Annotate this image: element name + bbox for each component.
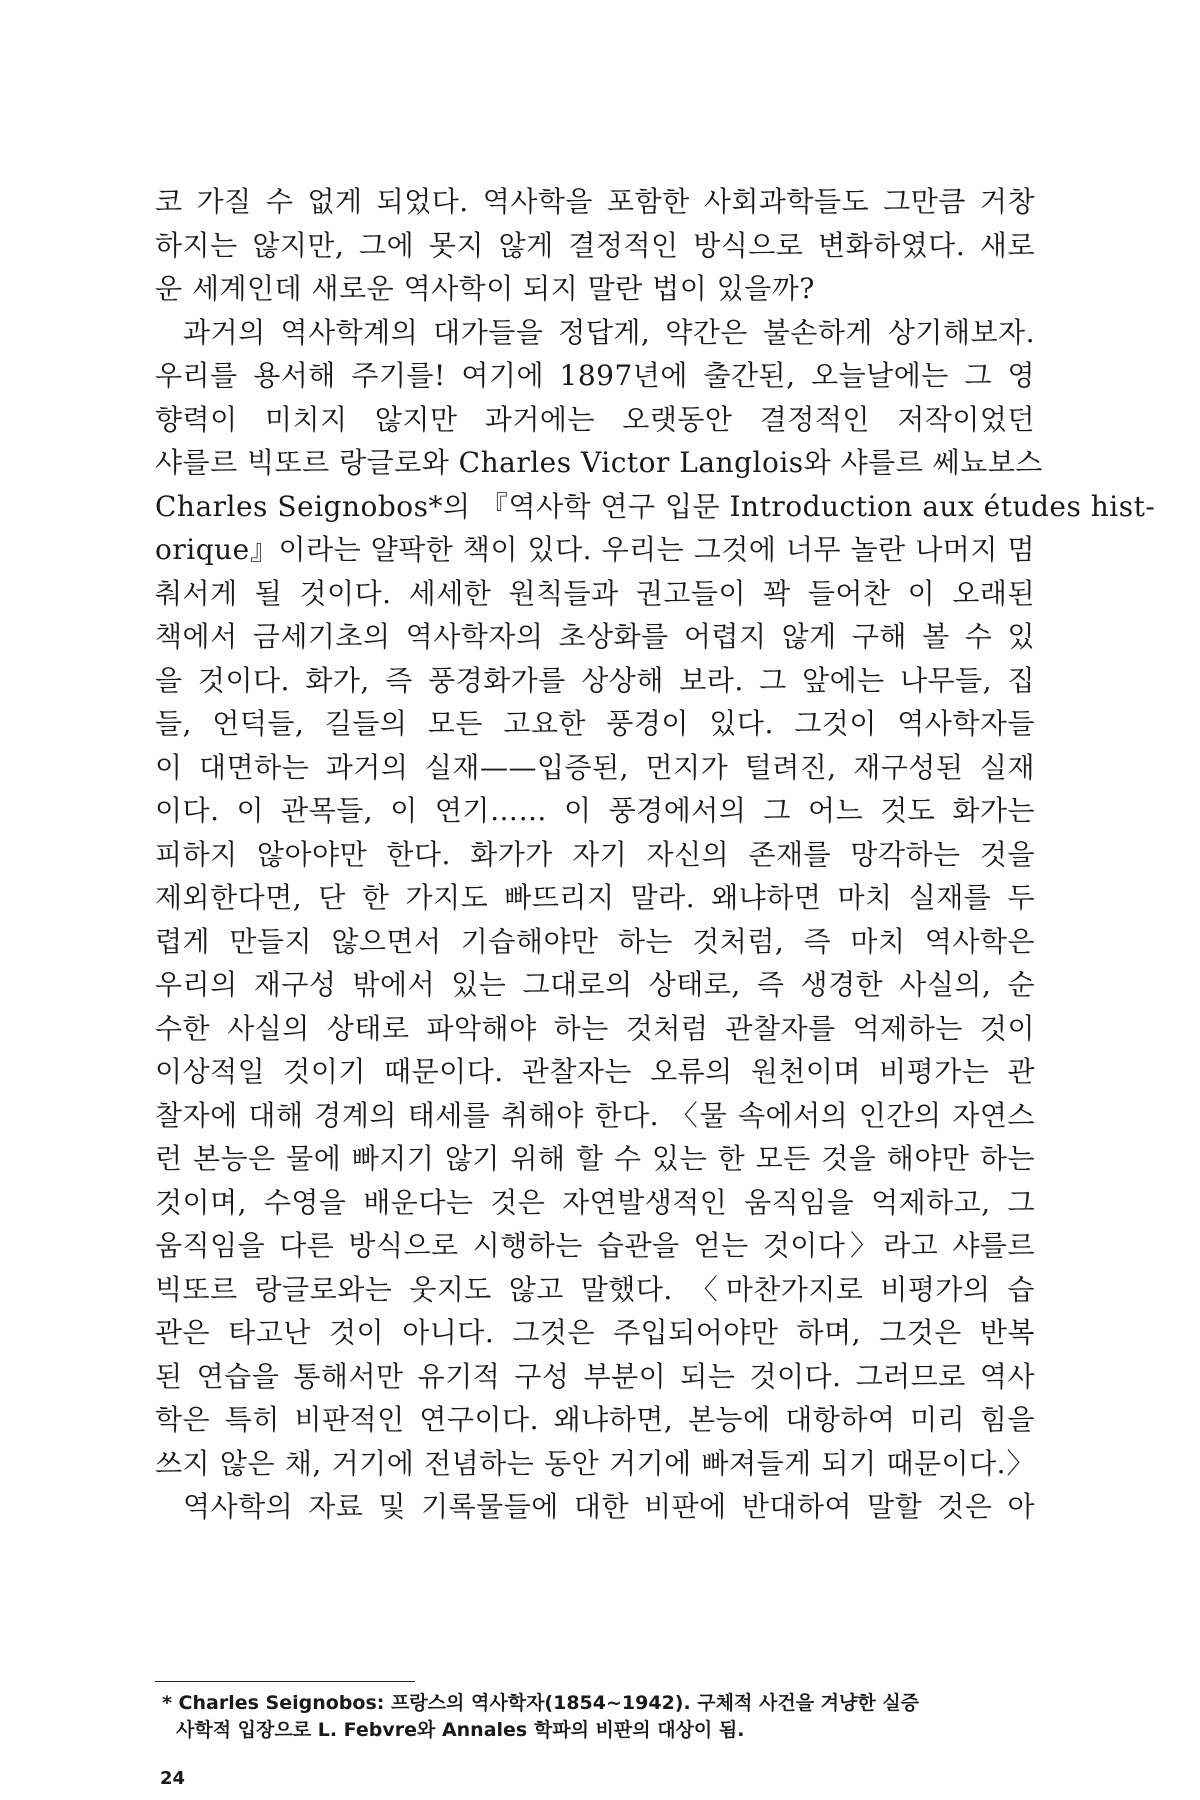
text-line: 피하지 않아야만 한다. 화가가 자기 자신의 존재를 망각하는 것을 — [155, 837, 1035, 871]
text-line: Charles Seignobos*의 『역사학 연구 입문 Introduction aux études hist- — [155, 489, 1156, 523]
text-line: 학은 특히 비판적인 연구이다. 왜냐하면, 본능에 대항하여 미리 힘을 — [155, 1403, 1035, 1436]
text-line: 과거의 역사학계의 대가들을 정답게, 약간은 불손하게 상기해보자. — [183, 315, 1035, 349]
footnote-divider — [155, 1681, 415, 1682]
text-line: 하지는 않지만, 그에 못지 않게 결정적인 방식으로 변화하였다. 새로 — [155, 228, 1035, 262]
text-line: 빅또르 랑글로와는 웃지도 않고 말했다. 〈마찬가지로 비평가의 습 — [155, 1272, 1035, 1306]
page-number: 24 — [160, 1768, 186, 1789]
text-line: 렵게 만들지 않으면서 기습해야만 하는 것처럼, 즉 마치 역사학은 — [155, 924, 1035, 958]
text-line: 런 본능은 물에 빠지기 않기 위해 할 수 있는 한 모든 것을 해야만 하는 — [155, 1142, 1035, 1175]
text-line: 운 세계인데 새로운 역사학이 되지 말란 법이 있을까? — [155, 272, 815, 305]
footnote-line: * Charles Seignobos: 프랑스의 역사학자(1854~1942). 구체적 사건을 겨냥한 실증 — [162, 1692, 920, 1714]
text-line: 움직임을 다른 방식으로 시행하는 습관을 얻는 것이다〉라고 샤를르 — [155, 1229, 1035, 1262]
text-line: 춰서게 될 것이다. 세세한 원칙들과 권고들이 꽉 들어찬 이 오래된 — [155, 576, 1035, 610]
text-line: 향력이 미치지 않지만 과거에는 오랫동안 결정적인 저작이었던 — [155, 402, 1035, 436]
text-line: 우리를 용서해 주기를! 여기에 1897년에 출간된, 오늘날에는 그 영 — [155, 359, 1035, 392]
text-line: 이 대면하는 과거의 실재——입증된, 먼지가 털려진, 재구성된 실재 — [155, 750, 1035, 784]
text-line: 된 연습을 통해서만 유기적 구성 부분이 되는 것이다. 그러므로 역사 — [155, 1359, 1035, 1393]
text-line: 코 가질 수 없게 되었다. 역사학을 포함한 사회과학들도 그만큼 거창 — [155, 185, 1035, 218]
body-text — [155, 180, 1156, 1529]
text-line: 들, 언덕들, 길들의 모든 고요한 풍경이 있다. 그것이 역사학자들 — [155, 707, 1035, 740]
footnote-line: 사학적 입장으로 L. Febvre와 Annales 학파의 비판의 대상이 됨. — [176, 1719, 745, 1741]
text-line: 수한 사실의 상태로 파악해야 하는 것처럼 관찰자를 억제하는 것이 — [155, 1011, 1035, 1045]
text-line: 찰자에 대해 경계의 태세를 취해야 한다. 〈물 속에서의 인간의 자연스 — [155, 1098, 1035, 1132]
text-line: 제외한다면, 단 한 가지도 빠뜨리지 말라. 왜냐하면 마치 실재를 두 — [155, 881, 1035, 914]
text-line: 것이며, 수영을 배운다는 것은 자연발생적인 움직임을 억제하고, 그 — [155, 1185, 1035, 1219]
text-line: 을 것이다. 화가, 즉 풍경화가를 상상해 보라. 그 앞에는 나무들, 집 — [155, 663, 1035, 697]
text-line: 관은 타고난 것이 아니다. 그것은 주입되어야만 하며, 그것은 반복 — [155, 1316, 1035, 1349]
text-line: 쓰지 않은 채, 거기에 전념하는 동안 거기에 빠져들게 되기 때문이다.〉 — [155, 1446, 1035, 1480]
text-line: orique』이라는 얄팍한 책이 있다. 우리는 그것에 너무 놀란 나머지 멈 — [155, 533, 1035, 566]
text-line: 우리의 재구성 밖에서 있는 그대로의 상태로, 즉 생경한 사실의, 순 — [155, 968, 1035, 1001]
text-line: 이상적일 것이기 때문이다. 관찰자는 오류의 원천이며 비평가는 관 — [155, 1055, 1035, 1088]
text-line: 샤를르 빅또르 랑글로와 Charles Victor Langlois와 샤를르 쎄뇨보스 — [155, 446, 1043, 479]
text-line: 이다. 이 관목들, 이 연기…… 이 풍경에서의 그 어느 것도 화가는 — [155, 794, 1035, 827]
text-line: 역사학의 자료 및 기록물들에 대한 비판에 반대하여 말할 것은 아 — [183, 1490, 1035, 1523]
page-body — [155, 180, 1156, 1529]
footnote — [162, 1690, 1035, 1744]
text-line: 책에서 금세기초의 역사학자의 초상화를 어렵지 않게 구해 볼 수 있 — [155, 620, 1035, 653]
